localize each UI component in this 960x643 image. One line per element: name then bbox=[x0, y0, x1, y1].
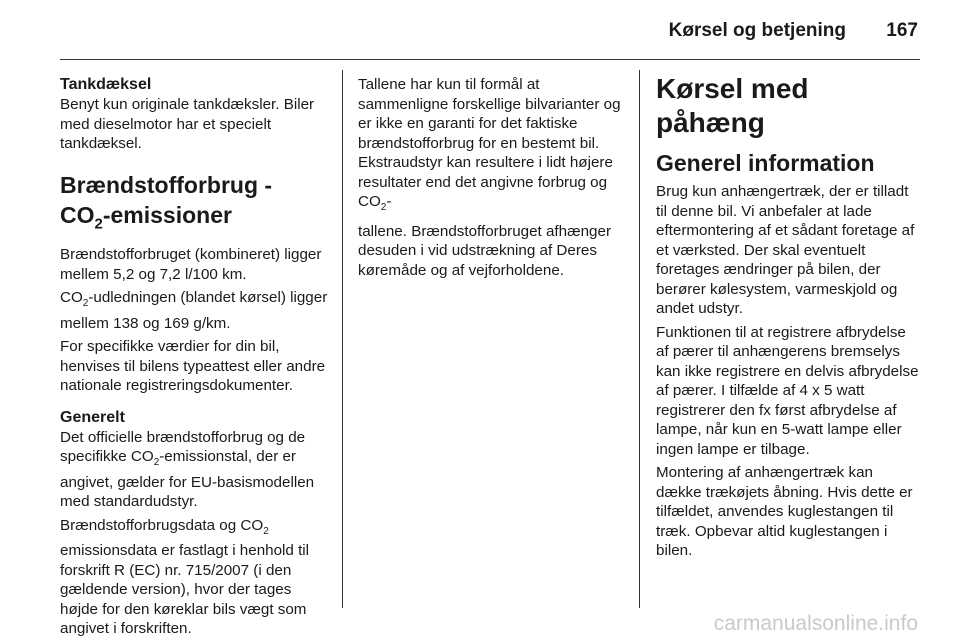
paragraph-col2-1 bbox=[358, 75, 624, 218]
paragraph-towing-3: Montering af anhængertræk kan dække trækøjets åbning. Hvis dette er tilfældet, anvendes kuglestangen til træk. Opbevar altid kuglestangen i bilen. bbox=[656, 464, 913, 559]
co-text: CO bbox=[60, 289, 83, 307]
general-2-a: Brændstofforbrugsdata og CO bbox=[60, 516, 264, 534]
subscript-2: 2 bbox=[380, 202, 387, 214]
header-rule bbox=[60, 59, 920, 60]
column-divider-1 bbox=[342, 70, 343, 608]
paragraph-towing-2: Funktionen til at registrere afbrydelse af pærer til anhængerens bremselys kan ikke registrere en delvis afbrydelse af pærer. I tilfælde af 4 x 5 watt registrerer den fx først afbrydelse af lampe, når kun en 5-watt lampe eller ingen lampe er tilbage. bbox=[656, 323, 919, 458]
column-divider-2 bbox=[639, 70, 640, 608]
watermark-logo: carmanualsonline.info bbox=[713, 612, 918, 635]
running-title: Kørsel og betjening bbox=[668, 20, 846, 41]
paragraph-fuel-2 bbox=[60, 288, 332, 333]
page-header bbox=[0, 0, 960, 60]
heading-general: Generelt bbox=[60, 408, 125, 426]
col2-1-a: Tallene har kun til formål at sammenligne forskellige bilvarianter og er ikke en garanti for det faktiske brændstofforbrug for en bestemt bil. Ekstraudstyr kan resultere i lidt højere resultater end det angivne forbrug og CO bbox=[358, 76, 621, 210]
heading-towing: Kørsel med påhæng bbox=[656, 73, 809, 138]
column-1 bbox=[60, 75, 332, 643]
paragraph-towing-1: Brug kun anhængertræk, der er tilladt til denne bil. Vi anbefaler at lade eftermontering af et sådant foretage af et værksted. Der skal eventuelt foretages ændringer på bilen, der berører kølesystem, varmeskjold og andet udstyr. bbox=[656, 183, 915, 317]
heading-tank-cap: Tankdæksel bbox=[60, 76, 152, 93]
page-number: 167 bbox=[886, 20, 918, 41]
column-2 bbox=[358, 75, 624, 284]
paragraph-general-2 bbox=[60, 516, 332, 639]
paragraph-fuel-1: Brændstofforbruget (kombineret) ligger mellem 5,2 og 7,2 l/100 km. bbox=[60, 246, 322, 283]
heading-fuel-line1: Brændstofforbrug - bbox=[60, 171, 273, 198]
subscript-2: 2 bbox=[82, 298, 89, 310]
subscript-2: 2 bbox=[94, 215, 103, 233]
subscript-2: 2 bbox=[153, 457, 160, 469]
fuel-2-rest: -udledningen (blandet kørsel) ligger mellem 138 og 169 g/km. bbox=[60, 289, 328, 332]
heading-fuel-co: CO bbox=[60, 201, 95, 228]
heading-fuel-rest: -emissioner bbox=[102, 201, 232, 228]
heading-fuel-consumption bbox=[60, 170, 332, 240]
paragraph-col2-2: tallene. Brændstofforbruget afhænger desuden i vid udstrækning af Deres køremåde og af vejforholdene. bbox=[358, 222, 612, 279]
general-1-a: Det officielle brændstofforbrug og de specifikke CO bbox=[60, 428, 306, 466]
general-1-b: -emissionstal, der er angivet, gælder for EU-basismodellen med standardudstyr. bbox=[60, 448, 315, 511]
col2-1-b: - bbox=[386, 193, 392, 210]
heading-general-information: Generel information bbox=[656, 150, 875, 176]
paragraph-general-1 bbox=[60, 428, 332, 512]
subscript-2: 2 bbox=[263, 525, 269, 537]
general-2-b: emissionsdata er fastlagt i henhold til forskrift R (EC) nr. 715/2007 (i den gældende version), hvor der tages højde for den køreklar bils vægt som angivet i forskriften. bbox=[60, 542, 310, 638]
column-3 bbox=[656, 72, 922, 565]
paragraph-fuel-3: For specifikke værdier for din bil, henvises til bilens typeattest eller andre nationale registreringsdokumenter. bbox=[60, 338, 326, 395]
paragraph-tank-cap: Benyt kun originale tankdæksler. Biler med dieselmotor har et specielt tankdæksel. bbox=[60, 96, 315, 152]
